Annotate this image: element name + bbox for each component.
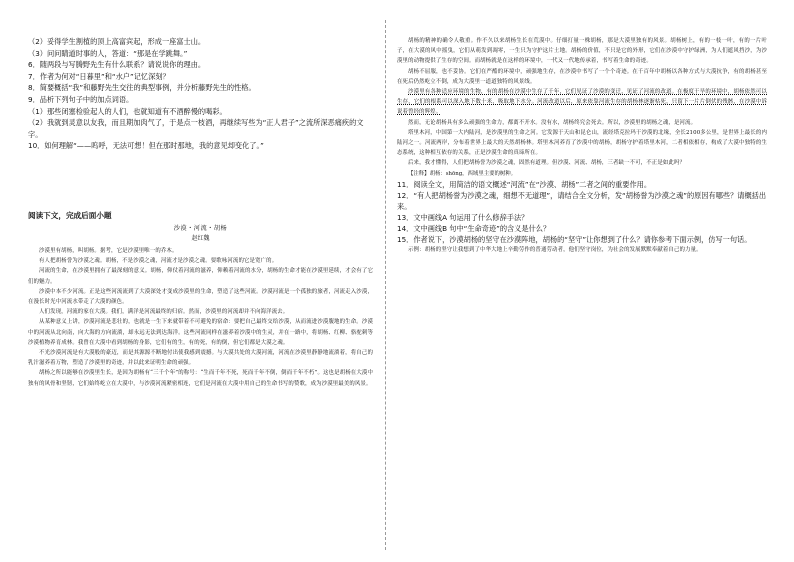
question-line: 6．随两段与写腾野先生有什么联系？请说说你的理由。 — [28, 60, 206, 70]
article-paragraph: 河流的生命，在沙漠里拥有了最深刻的意义。胡杨，仰仗着河流的滋养，仰赖着河流的水分，胡杨的生命才能在沙漠里延续，才会有了它们的魅力。 — [28, 268, 373, 285]
question-line: （3）问问睛道时事的人，答道：“那是在学跳舞。” — [28, 48, 188, 58]
question-line: 14．文中画线B 句中“生命奇迹”的含义是什么？ — [397, 223, 551, 233]
article-paragraph: 胡杨的精神的确令人敬重。作不久以来胡杨生长在荒漠中。仔细打量一株胡杨，那是大漠里独有的风景。胡杨树上，有的一枝一叶，有的一片叶子，在大漠的风中摇曳，它们从萌发到凋零，一生只为守护这片土地。胡杨的价值，不只是它的外形，它们在沙漠中守护绿洲，为人们遮风挡沙，为沙漠里的动物提供了生存的空间。而胡杨就是在这样的环境中，一代又一代地传承着，书写着生命的奇迹。 — [397, 38, 767, 65]
article-paragraph: 不光沙漠河流是有大漠般的豪迈，而是其源源不断地付出使我感到震撼。与大漠共处的大漠河流，河流在沙漠里静静地流淌着，将自己的乳汁滋养着万物，塑造了沙漠里的奇迹，并以此来证明生命的顽强。 — [28, 349, 373, 367]
question-line: （2）我就到灵意以友我，而且期加肉气了，于是点一枝酒，再继续写些为“正人君子”之流所深恶痛疾的文字。 — [28, 118, 364, 139]
question-line: 8．简要概括“我”和藤野先生交往的典型事例，并分析藤野先生的性格。 — [28, 83, 256, 93]
question-line: （2）妥得学生割植的顶上高富宾起，形成一座富士山。 — [28, 37, 206, 46]
article-paragraph: 塔里木河，中国第一大内陆河，是沙漠里的生命之河。它发源于天山和昆仑山，流经塔克拉玛干沙漠的北缘，全长2100多公里，是世界上最长的内陆河之一。河流两岸，分布着世界上最大的天然胡杨林。塔里木河养育了沙漠中的胡杨，胡杨守护着塔里木河，二者相依相存，构成了大漠中独特的生态系统，这种相互依存的关系，正是沙漠生命的真谛所在。 — [397, 129, 767, 157]
question-line: 10．如何理解“——呜呼，无法可想！但在那时那地，我的意见却变化了。” — [28, 141, 264, 151]
section-heading: 阅读下文，完成后面小题 — [28, 210, 112, 220]
left-column — [28, 36, 373, 389]
article-author: 赵红魏 — [191, 234, 210, 242]
article-paragraph: 人们发现，河流的家在大漠。我们，满洋是河流最终的归宿。然而，沙漠里的河流却并不向海洋流去。 — [39, 309, 289, 316]
right-column — [397, 36, 767, 255]
article-paragraph: 从某种意义上讲，沙漠河流是悲壮的，也就是一生下来就带着不可避免的宿命：要把自己最终交给沙漠，从而流进沙漠腹地的生命。沙漠中的河流从北向南，向大海的方向流淌，却永远无法到达海洋。这些河流同样在滋养着沙漠中的生灵，并在一路中，将胡杨、红柳、骆驼刺等沙漠植物养育成林。我曾在大漠中看到胡杨的身影，它们有的生，有的死，有的倒，但它们都是大漠之魂。 — [28, 319, 373, 346]
article-title: 沙漠・河流・胡杨 — [173, 224, 228, 232]
question-line: 12．“有人把胡杨誉为沙漠之魂，细想不无道理”，请结合全文分析，发“胡杨誉为沙漠之魂”的原因有哪些？请概括出来。 — [397, 190, 767, 211]
article-paragraph: 后来，我才懂得，人们把胡杨誉为沙漠之魂，固然有道理。但沙漠、河流、胡杨，三者缺一不可，不正是如此吗？ — [408, 160, 686, 167]
article-paragraph: 胡杨不屈服，也不妥协。它们在严酷的环境中，顽强地生存，在沙漠中书写了一个个奇迹。在千百年中胡杨以各种方式与大漠抗争，有的胡杨甚至在死后仍然屹立不倒，成为大漠里一道道独特的风景线。 — [397, 68, 767, 85]
blank-space — [28, 152, 373, 210]
article-paragraph: 沙漠中本不少河流。正是这些河流流到了大漠深处才变成沙漠里的生命，塑造了这些河流。沙漠河流是一个孤独的旅者，河流走入沙漠，在漫长时光中河流水带走了大漠的颜色。 — [28, 288, 373, 305]
article-paragraph: 胡杨之所以能够在沙漠里生长，是因为胡杨有“三千个年”的称号：“生而千年不死，死而千年不倒，倒而千年不朽”。这也是胡杨在大漠中独有的风骨和坚韧，它们始终屹立在大漠中，与沙漠河流紧密相连，它们是河流在大漠中用自己的生命书写的赞歌，成为沙漠里最美的风景。 — [28, 370, 373, 387]
question-line: 13．文中画线A 句运用了什么修辞手法？ — [397, 212, 529, 222]
question-line: 9．品析下列句子中的加点词语。 — [28, 94, 134, 104]
underlined-paragraph: 沙漠里有各种适应环境的生物，有的胡杨在沙漠中生存了千年，它们见证了沙漠的变迁，见证了河流的改道。在极度干旱的环境中，胡杨依然可以生存，它们的根系可以深入地下数十米，吸取地下水分。河流改道以后，原来依靠河流生存的胡杨林逐渐枯死，只留下一片片倒伏的残骸，在沙漠中诉说着曾经的辉煌。 — [397, 89, 767, 116]
question-line: 15．作者说下，沙漠胡杨的坚守在沙漠阵地，胡杨的“坚守”让你想到了什么？请你参考下面示例，仿写一句话。 — [397, 234, 752, 244]
article-paragraph: 然而，无论胡杨具有多么顽强的生命力，都离不开水。没有水，胡杨终究会死去。所以，沙漠里的胡杨之魂，是河流。 — [408, 119, 697, 126]
annotation-note: 【注释】胡杨：shōng，西域里主要的树种。 — [408, 170, 517, 177]
question-line: （1）那些闭塞检验起人的人们，也就知道有不酒醉慢的喝彩。 — [28, 106, 227, 116]
example-answer: 示例：胡杨的坚守让我想到了中华大地上辛勤劳作的普通劳动者，他们坚守岗位，为社会的发展默默奉献着自己的力量。 — [408, 246, 702, 253]
article-paragraph: 有人把胡杨誉为沙漠之魂。胡杨，不是沙漠之魂，河流才是沙漠之魂。要歌咏河流的它是宽广的。 — [39, 258, 278, 265]
column-divider — [385, 20, 386, 550]
question-line: 7．作者为何对“日暮里”和“水户”记忆深刻？ — [28, 71, 170, 81]
article-paragraph: 沙漠里有胡杨，叫胡杨。据考，它是沙漠里唯一的乔木。 — [39, 247, 178, 254]
question-line: 11．阅读全文，用简洁的语文概述“河流”在“沙漠、胡杨”二者之间的重要作用。 — [397, 179, 652, 189]
